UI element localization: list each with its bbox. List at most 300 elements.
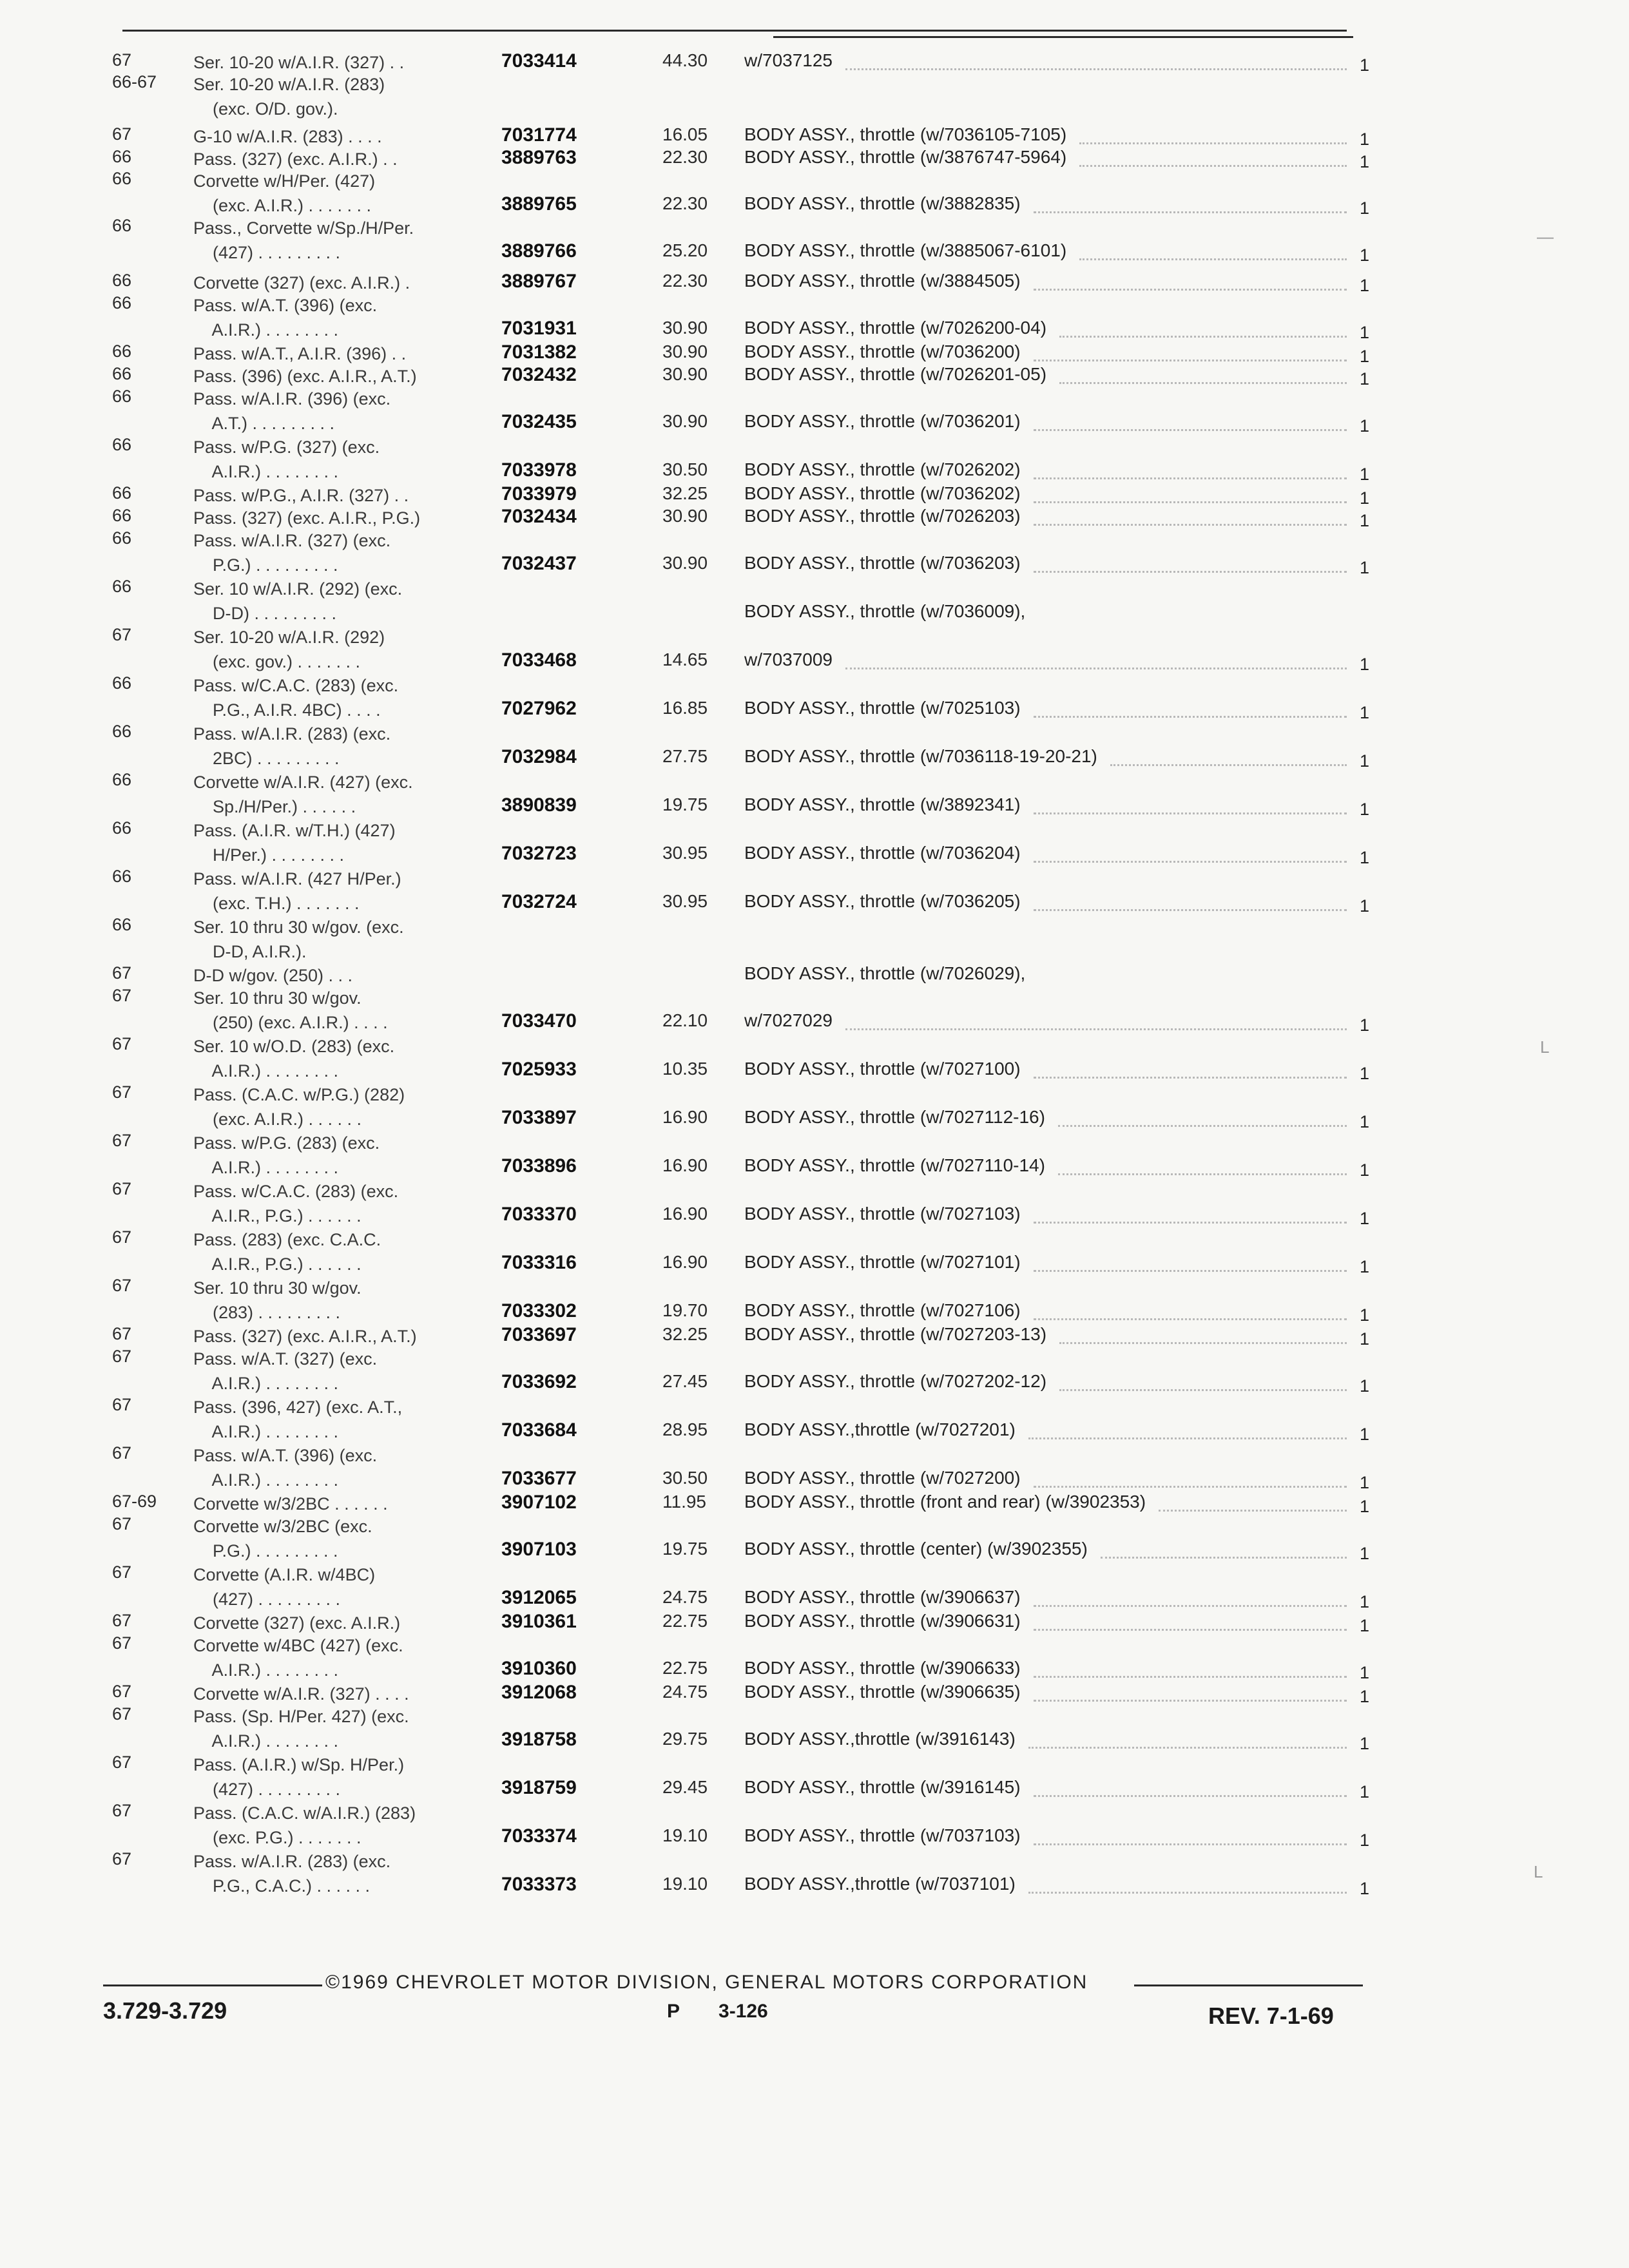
model-year: 67 — [112, 963, 132, 983]
part-number: 7032724 — [501, 891, 577, 912]
part-number: 7027962 — [501, 698, 577, 719]
quantity: 1 — [1360, 1663, 1370, 1682]
application-description: Pass. (C.A.C. w/A.I.R.) (283) (exc. P.G.) . . . . . . . — [193, 1803, 416, 1847]
quantity: 1 — [1360, 1544, 1370, 1563]
model-year: 66 — [112, 364, 132, 383]
model-year: 67 — [112, 1704, 132, 1724]
part-name: BODY ASSY., throttle (w/7036203) — [744, 553, 1021, 573]
model-year: 67 — [112, 1276, 132, 1295]
part-name: BODY ASSY., throttle (w/7026029), — [744, 963, 1026, 983]
application-description: Corvette (327) (exc. A.I.R.) . — [193, 273, 410, 293]
part-name: BODY ASSY., throttle (w/7027103) — [744, 1204, 1021, 1224]
model-year: 67 — [112, 1633, 132, 1653]
list-price: 29.45 — [662, 1777, 708, 1797]
model-year: 66 — [112, 770, 132, 789]
application-description: Pass., Corvette w/Sp./H/Per. (427) . . . . . . . . . — [193, 218, 414, 262]
application-description: Pass. (327) (exc. A.I.R., A.T.) — [193, 1327, 417, 1346]
scan-mark: L — [1540, 1037, 1550, 1057]
dot-leader — [1028, 1437, 1347, 1439]
application-description: Corvette w/H/Per. (427) (exc. A.I.R.) . . . . . . . — [193, 171, 376, 215]
dot-leader — [1034, 1486, 1347, 1488]
application-description: Pass. (Sp. H/Per. 427) (exc. A.I.R.) . . . . . . . . — [193, 1707, 409, 1751]
application-description: G-10 w/A.I.R. (283) . . . . — [193, 127, 382, 146]
part-name: BODY ASSY., throttle (w/7036205) — [744, 891, 1021, 911]
part-number: 7032984 — [501, 746, 577, 767]
application-description: Pass. w/A.I.R. (283) (exc. 2BC) . . . . . . . . . — [193, 724, 391, 768]
part-number: 3910361 — [501, 1611, 577, 1632]
application-description: Ser. 10-20 w/A.I.R. (283) (exc. O/D. gov.). — [193, 75, 385, 119]
quantity: 1 — [1360, 245, 1370, 265]
quantity: 1 — [1360, 1497, 1370, 1516]
model-year: 67 — [112, 1034, 132, 1053]
quantity: 1 — [1360, 511, 1370, 530]
part-number: 7033692 — [501, 1371, 577, 1392]
application-description: Ser. 10 thru 30 w/gov. (283) . . . . . . . . . — [193, 1278, 361, 1322]
application-description: Ser. 10 w/A.I.R. (292) (exc. D-D) . . . . . . . . . — [193, 579, 403, 623]
model-year: 67 — [112, 1682, 132, 1701]
application-description: Ser. 10 w/O.D. (283) (exc. A.I.R.) . . . . . . . . — [193, 1037, 395, 1081]
model-year: 66 — [112, 528, 132, 548]
quantity: 1 — [1360, 1305, 1370, 1325]
part-number: 3907102 — [501, 1492, 577, 1513]
quantity: 1 — [1360, 1376, 1370, 1396]
quantity: 1 — [1360, 276, 1370, 295]
application-description: Pass. w/P.G., A.I.R. (327) . . — [193, 486, 409, 505]
dot-leader — [1034, 1700, 1347, 1702]
quantity: 1 — [1360, 1015, 1370, 1035]
model-year: 66 — [112, 673, 132, 693]
application-description: Corvette w/3/2BC (exc. P.G.) . . . . . . . . . — [193, 1517, 372, 1561]
model-year: 66 — [112, 293, 132, 312]
model-year: 67 — [112, 50, 132, 70]
dot-leader — [1034, 1795, 1347, 1797]
part-name: BODY ASSY., throttle (w/7036009), — [744, 601, 1026, 621]
part-number: 7033373 — [501, 1874, 577, 1895]
application-description: Pass. (396, 427) (exc. A.T., A.I.R.) . . . . . . . . — [193, 1398, 403, 1441]
model-year: 67 — [112, 1324, 132, 1343]
quantity: 1 — [1360, 1425, 1370, 1444]
application-description: Corvette w/A.I.R. (427) (exc. Sp./H/Per.) . . . . . . — [193, 773, 413, 816]
dot-leader — [1034, 524, 1347, 526]
application-description: Pass. w/P.G. (327) (exc. A.I.R.) . . . . . . . . — [193, 437, 380, 481]
part-number: 7033316 — [501, 1252, 577, 1273]
model-year: 67 — [112, 1082, 132, 1102]
part-name: BODY ASSY., throttle (w/7027112-16) — [744, 1107, 1045, 1127]
quantity: 1 — [1360, 703, 1370, 722]
part-number: 7033302 — [501, 1300, 577, 1321]
part-number: 7033414 — [501, 50, 577, 72]
model-year: 66 — [112, 216, 132, 235]
dot-leader — [1059, 336, 1347, 338]
model-year: 67 — [112, 1395, 132, 1414]
quantity: 1 — [1360, 800, 1370, 819]
part-number: 7033468 — [501, 649, 577, 671]
part-name: BODY ASSY., throttle (w/7027200) — [744, 1468, 1021, 1488]
quantity: 1 — [1360, 1831, 1370, 1850]
quantity: 1 — [1360, 465, 1370, 484]
application-description: Corvette (A.I.R. w/4BC) (427) . . . . . . . . . — [193, 1565, 376, 1609]
list-price: 22.30 — [662, 271, 708, 291]
model-year: 66 — [112, 915, 132, 934]
list-price: 24.75 — [662, 1587, 708, 1607]
list-price: 30.90 — [662, 411, 708, 431]
list-price: 32.25 — [662, 483, 708, 503]
dot-leader — [845, 68, 1347, 70]
application-description: Pass. w/A.I.R. (327) (exc. P.G.) . . . . . . . . . — [193, 531, 391, 575]
quantity: 1 — [1360, 416, 1370, 436]
list-price: 27.75 — [662, 746, 708, 766]
list-price: 22.75 — [662, 1658, 708, 1678]
part-name: BODY ASSY., throttle (w/7027101) — [744, 1252, 1021, 1272]
application-description: Corvette w/3/2BC . . . . . . — [193, 1494, 388, 1514]
part-name: BODY ASSY.,throttle (w/7037101) — [744, 1874, 1016, 1894]
part-number: 3912065 — [501, 1587, 577, 1608]
model-year: 66 — [112, 867, 132, 886]
part-number: 3889767 — [501, 271, 577, 292]
application-description: Corvette w/A.I.R. (327) . . . . — [193, 1684, 409, 1704]
application-description: Pass. (283) (exc. C.A.C. A.I.R., P.G.) . . . . . . — [193, 1230, 381, 1274]
quantity: 1 — [1360, 848, 1370, 867]
list-price: 19.75 — [662, 794, 708, 814]
quantity: 1 — [1360, 1879, 1370, 1898]
list-price: 14.65 — [662, 649, 708, 669]
model-year: 66 — [112, 341, 132, 361]
application-description: Ser. 10-20 w/A.I.R. (327) . . — [193, 53, 405, 72]
quantity: 1 — [1360, 1734, 1370, 1753]
quantity: 1 — [1360, 1473, 1370, 1492]
list-price: 30.90 — [662, 506, 708, 526]
dot-leader — [1034, 1629, 1347, 1631]
part-number: 7032434 — [501, 506, 577, 527]
dot-leader — [1059, 1342, 1347, 1344]
application-description: Corvette (327) (exc. A.I.R.) — [193, 1613, 401, 1633]
part-name: BODY ASSY., throttle (w/7026203) — [744, 506, 1021, 526]
dot-leader — [1058, 1173, 1347, 1175]
dot-leader — [1034, 1077, 1347, 1079]
part-number: 3918758 — [501, 1729, 577, 1750]
part-number: 7033677 — [501, 1468, 577, 1489]
dot-leader — [1034, 861, 1347, 863]
part-name: BODY ASSY., throttle (w/3906631) — [744, 1611, 1021, 1631]
quantity: 1 — [1360, 1257, 1370, 1276]
list-price: 16.90 — [662, 1252, 708, 1272]
model-year: 67 — [112, 1443, 132, 1463]
model-year: 67 — [112, 1179, 132, 1198]
part-number: 7032437 — [501, 553, 577, 574]
part-name: w/7027029 — [744, 1010, 833, 1030]
quantity: 1 — [1360, 1112, 1370, 1131]
list-price: 29.75 — [662, 1729, 708, 1749]
application-description: Pass. w/A.T. (396) (exc. A.I.R.) . . . . . . . . — [193, 296, 378, 340]
quantity: 1 — [1360, 1782, 1370, 1802]
part-number: 3918759 — [501, 1777, 577, 1798]
model-year: 67 — [112, 1849, 132, 1869]
part-number: 7033370 — [501, 1204, 577, 1225]
copyright-notice: ©1969 CHEVROLET MOTOR DIVISION, GENERAL MOTORS CORPORATION — [325, 1972, 1088, 1993]
part-name: w/7037125 — [744, 50, 833, 70]
part-number: 7032435 — [501, 411, 577, 432]
dot-leader — [1034, 211, 1347, 213]
model-year: 66 — [112, 483, 132, 503]
quantity: 1 — [1360, 1209, 1370, 1228]
dot-leader — [1159, 1510, 1347, 1512]
dot-leader — [1034, 1843, 1347, 1845]
list-price: 19.75 — [662, 1539, 708, 1559]
application-description: Ser. 10-20 w/A.I.R. (292) (exc. gov.) . . . . . . . — [193, 628, 385, 671]
quantity: 1 — [1360, 130, 1370, 149]
dot-leader — [1034, 1605, 1347, 1607]
dot-leader — [1034, 477, 1347, 479]
model-year: 67 — [112, 1801, 132, 1820]
part-name: BODY ASSY., throttle (w/3916145) — [744, 1777, 1021, 1797]
part-name: BODY ASSY., throttle (w/3906637) — [744, 1587, 1021, 1607]
part-number: 7025933 — [501, 1059, 577, 1080]
model-year: 67-69 — [112, 1492, 157, 1511]
part-name: BODY ASSY., throttle (front and rear) (w/3902353) — [744, 1492, 1146, 1512]
model-year: 66 — [112, 169, 132, 188]
part-name: BODY ASSY., throttle (w/7026202) — [744, 459, 1021, 479]
page-value: 3-126 — [718, 2001, 768, 2022]
list-price: 11.95 — [662, 1492, 706, 1512]
dot-leader — [1079, 258, 1347, 260]
part-name: BODY ASSY., throttle (w/3876747-5964) — [744, 147, 1067, 167]
model-year: 67 — [112, 1347, 132, 1366]
model-year: 67 — [112, 1131, 132, 1150]
application-description: D-D w/gov. (250) . . . — [193, 966, 353, 985]
part-name: BODY ASSY., throttle (w/7036204) — [744, 843, 1021, 863]
application-description: Pass. w/A.I.R. (427 H/Per.) (exc. T.H.) . . . . . . . — [193, 869, 401, 913]
model-year: 66 — [112, 435, 132, 454]
list-price: 30.50 — [662, 1468, 708, 1488]
dot-leader — [1034, 1270, 1347, 1272]
list-price: 30.90 — [662, 318, 708, 338]
part-name: BODY ASSY., throttle (w/7026200-04) — [744, 318, 1047, 338]
model-year: 67 — [112, 1611, 132, 1630]
model-year: 67 — [112, 625, 132, 644]
list-price: 22.30 — [662, 193, 708, 213]
dot-leader — [1034, 360, 1347, 361]
part-name: BODY ASSY., throttle (w/7036105-7105) — [744, 124, 1067, 144]
list-price: 22.75 — [662, 1611, 708, 1631]
quantity: 1 — [1360, 1616, 1370, 1635]
part-name: BODY ASSY., throttle (w/7026201-05) — [744, 364, 1047, 384]
part-name: BODY ASSY., throttle (w/3884505) — [744, 271, 1021, 291]
part-name: BODY ASSY., throttle (w/7025103) — [744, 698, 1021, 718]
part-number: 3910360 — [501, 1658, 577, 1679]
dot-leader — [1028, 1892, 1347, 1894]
part-number: 3889765 — [501, 193, 577, 215]
model-year: 67 — [112, 1562, 132, 1582]
dot-leader — [1058, 1125, 1347, 1127]
dot-leader — [1034, 1676, 1347, 1678]
application-description: Pass. w/C.A.C. (283) (exc. A.I.R., P.G.) . . . . . . — [193, 1182, 399, 1225]
list-price: 30.95 — [662, 843, 708, 863]
dot-leader — [1034, 716, 1347, 718]
part-number: 7032723 — [501, 843, 577, 864]
part-name: BODY ASSY., throttle (w/3906635) — [744, 1682, 1021, 1702]
application-description: Pass. w/C.A.C. (283) (exc. P.G., A.I.R. 4BC) . . . . — [193, 676, 399, 720]
footer-rule-right — [1134, 1984, 1363, 1986]
model-year: 66-67 — [112, 72, 157, 91]
section-number: 3.729-3.729 — [103, 1997, 227, 2024]
part-number: 7031931 — [501, 318, 577, 339]
list-price: 19.10 — [662, 1825, 708, 1845]
dot-leader — [1079, 142, 1347, 144]
part-number: 7033897 — [501, 1107, 577, 1128]
scan-mark: L — [1534, 1862, 1543, 1881]
part-name: BODY ASSY., throttle (w/7027106) — [744, 1300, 1021, 1320]
list-price: 32.25 — [662, 1324, 708, 1344]
part-name: BODY ASSY., throttle (w/3885067-6101) — [744, 240, 1067, 260]
application-description: Pass. w/A.I.R. (283) (exc. P.G., C.A.C.) . . . . . . — [193, 1852, 391, 1896]
dot-leader — [1034, 1222, 1347, 1224]
model-year: 67 — [112, 1227, 132, 1247]
list-price: 19.70 — [662, 1300, 708, 1320]
model-year: 67 — [112, 986, 132, 1005]
quantity: 1 — [1360, 488, 1370, 508]
list-price: 28.95 — [662, 1419, 708, 1439]
application-description: Pass. w/A.T. (327) (exc. A.I.R.) . . . . . . . . — [193, 1349, 378, 1393]
part-number: 7033374 — [501, 1825, 577, 1847]
part-name: BODY ASSY.,throttle (w/3916143) — [744, 1729, 1016, 1749]
part-name: BODY ASSY., throttle (w/7037103) — [744, 1825, 1021, 1845]
quantity: 1 — [1360, 55, 1370, 75]
list-price: 16.85 — [662, 698, 708, 718]
application-description: Pass. w/P.G. (283) (exc. A.I.R.) . . . . . . . . — [193, 1133, 380, 1177]
application-description: Pass. (396) (exc. A.I.R., A.T.) — [193, 367, 417, 386]
list-price: 22.30 — [662, 147, 708, 167]
page-number — [667, 2001, 768, 2023]
quantity: 1 — [1360, 896, 1370, 916]
dot-leader — [1034, 289, 1347, 291]
page-prefix: P — [667, 2001, 680, 2022]
dot-leader — [1034, 812, 1347, 814]
dot-leader — [1059, 382, 1347, 384]
part-number: 7033978 — [501, 459, 577, 481]
quantity: 1 — [1360, 323, 1370, 342]
dot-leader — [1034, 429, 1347, 431]
part-name: BODY ASSY., throttle (center) (w/3902355) — [744, 1539, 1088, 1559]
part-number: 3912068 — [501, 1682, 577, 1703]
part-name: BODY ASSY.,throttle (w/7027201) — [744, 1419, 1016, 1439]
revision-date: REV. 7-1-69 — [1208, 2003, 1334, 2029]
dot-leader — [1079, 165, 1347, 167]
part-name: BODY ASSY., throttle (w/7036118-19-20-21) — [744, 746, 1097, 766]
part-name: BODY ASSY., throttle (w/7036202) — [744, 483, 1021, 503]
list-price: 30.90 — [662, 341, 708, 361]
list-price: 16.90 — [662, 1107, 708, 1127]
part-name: BODY ASSY., throttle (w/3892341) — [744, 794, 1021, 814]
dot-leader — [1101, 1557, 1347, 1559]
quantity: 1 — [1360, 198, 1370, 218]
part-name: BODY ASSY., throttle (w/7027110-14) — [744, 1155, 1045, 1175]
list-price: 44.30 — [662, 50, 708, 70]
model-year: 66 — [112, 818, 132, 838]
list-price: 22.10 — [662, 1010, 708, 1030]
dot-leader — [845, 1028, 1347, 1030]
dot-leader — [1059, 1389, 1347, 1391]
application-description: Pass. (A.I.R. w/T.H.) (427) H/Per.) . . . . . . . . — [193, 821, 396, 865]
scan-mark: — — [1537, 227, 1554, 246]
part-name: BODY ASSY., throttle (w/7027100) — [744, 1059, 1021, 1079]
list-price: 25.20 — [662, 240, 708, 260]
part-number: 7031774 — [501, 124, 577, 146]
quantity: 1 — [1360, 152, 1370, 171]
application-description: Pass. (327) (exc. A.I.R., P.G.) — [193, 508, 421, 528]
quantity: 1 — [1360, 1687, 1370, 1706]
model-year: 67 — [112, 1514, 132, 1533]
part-number: 7033979 — [501, 483, 577, 505]
quantity: 1 — [1360, 751, 1370, 771]
part-number: 3889766 — [501, 240, 577, 262]
model-year: 67 — [112, 1753, 132, 1772]
application-description: Ser. 10 thru 30 w/gov. (exc. D-D, A.I.R.). — [193, 918, 404, 961]
application-description: Corvette w/4BC (427) (exc. A.I.R.) . . . . . . . . — [193, 1636, 403, 1680]
list-price: 30.90 — [662, 553, 708, 573]
dot-leader — [1034, 571, 1347, 573]
quantity: 1 — [1360, 1064, 1370, 1083]
part-number: 3889763 — [501, 147, 577, 168]
application-description: Pass. w/A.T. (396) (exc. A.I.R.) . . . . . . . . — [193, 1446, 378, 1490]
footer-rule-left — [103, 1984, 322, 1986]
part-name: BODY ASSY., throttle (w/3882835) — [744, 193, 1021, 213]
quantity: 1 — [1360, 655, 1370, 674]
list-price: 24.75 — [662, 1682, 708, 1702]
list-price: 16.05 — [662, 124, 708, 144]
part-number: 7033470 — [501, 1010, 577, 1032]
part-name: BODY ASSY., throttle (w/7036200) — [744, 341, 1021, 361]
application-description: Pass. (327) (exc. A.I.R.) . . — [193, 149, 398, 169]
application-description: Ser. 10 thru 30 w/gov. (250) (exc. A.I.R.) . . . . — [193, 988, 388, 1032]
model-year: 66 — [112, 506, 132, 525]
quantity: 1 — [1360, 1160, 1370, 1180]
model-year: 66 — [112, 577, 132, 596]
part-number: 7033697 — [501, 1324, 577, 1345]
dot-leader — [1034, 501, 1347, 503]
application-description: Pass. (C.A.C. w/P.G.) (282) (exc. A.I.R.) . . . . . . — [193, 1085, 405, 1129]
quantity: 1 — [1360, 347, 1370, 366]
part-number: 7032432 — [501, 364, 577, 385]
list-price: 27.45 — [662, 1371, 708, 1391]
list-price: 19.10 — [662, 1874, 708, 1894]
list-price: 10.35 — [662, 1059, 708, 1079]
list-price: 30.90 — [662, 364, 708, 384]
application-description: Pass. w/A.I.R. (396) (exc. A.T.) . . . . . . . . . — [193, 389, 391, 433]
list-price: 30.95 — [662, 891, 708, 911]
part-name: BODY ASSY., throttle (w/3906633) — [744, 1658, 1021, 1678]
list-price: 16.90 — [662, 1204, 708, 1224]
quantity: 1 — [1360, 1329, 1370, 1349]
application-description: Pass. w/A.T., A.I.R. (396) . . — [193, 344, 407, 363]
application-description: Pass. (A.I.R.) w/Sp. H/Per.) (427) . . . . . . . . . — [193, 1755, 405, 1799]
model-year: 66 — [112, 387, 132, 406]
dot-leader — [1034, 1318, 1347, 1320]
part-name: BODY ASSY., throttle (w/7036201) — [744, 411, 1021, 431]
quantity: 1 — [1360, 369, 1370, 389]
part-name: BODY ASSY., throttle (w/7027203-13) — [744, 1324, 1047, 1344]
part-number: 7033684 — [501, 1419, 577, 1441]
model-year: 66 — [112, 271, 132, 290]
model-year: 66 — [112, 722, 132, 741]
model-year: 66 — [112, 147, 132, 166]
part-number: 7033896 — [501, 1155, 577, 1177]
dot-leader — [845, 668, 1347, 669]
dot-leader — [1028, 1747, 1347, 1749]
quantity: 1 — [1360, 1592, 1370, 1611]
part-name: BODY ASSY., throttle (w/7027202-12) — [744, 1371, 1047, 1391]
list-price: 30.50 — [662, 459, 708, 479]
quantity: 1 — [1360, 558, 1370, 577]
